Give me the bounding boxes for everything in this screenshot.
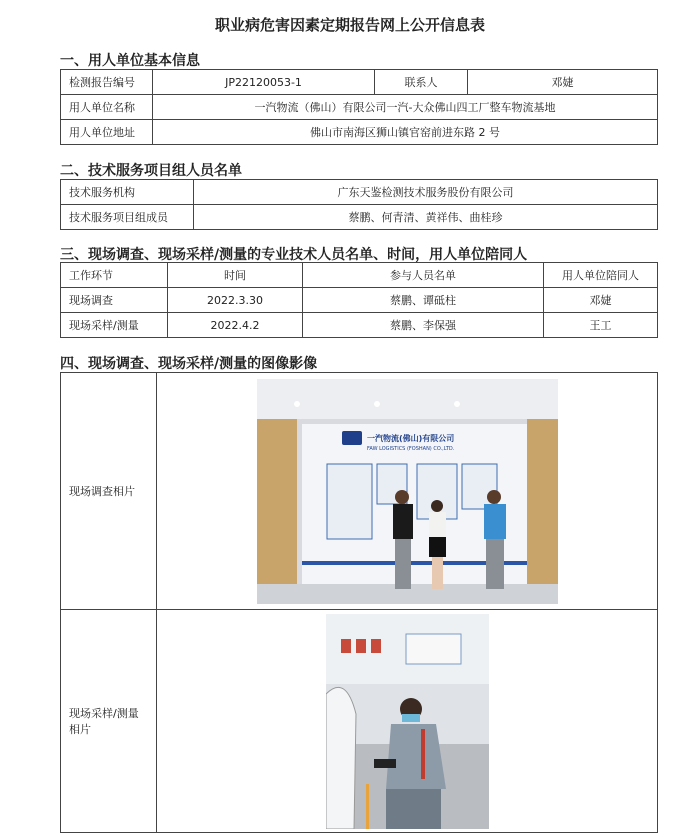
report-no-label: 检测报告编号 [61,70,153,95]
unit-name-label: 用人单位名称 [61,95,153,120]
photo2-label-line1: 现场采样/测量 [69,707,139,720]
row1-stage: 现场调查 [61,288,168,313]
basic-info-table [60,69,658,145]
section-1-heading: 一、用人单位基本信息 [60,53,200,69]
site-survey-photo [257,379,558,604]
org-value: 广东天鉴检测技术服务股份有限公司 [194,180,658,205]
field-survey-table [60,262,658,338]
photo2-label-line2: 相片 [69,723,91,736]
row1-participants: 蔡鹏、谭砥柱 [303,288,544,313]
report-no-value: JP22120053-1 [153,70,375,95]
sampling-photo [326,614,489,829]
unit-addr-label: 用人单位地址 [61,120,153,145]
photo1-label: 现场调查相片 [61,373,157,610]
photo2-label [61,610,157,833]
contact-label: 联系人 [375,70,468,95]
sign-company-text: 一汽物流(佛山)有限公司 [367,433,455,443]
contact-value: 邓婕 [468,70,658,95]
row2-stage: 现场采样/测量 [61,313,168,338]
members-label: 技术服务项目组成员 [61,205,194,230]
photo1-cell [157,373,658,610]
header-escort: 用人单位陪同人 [544,263,658,288]
row1-escort: 邓婕 [544,288,658,313]
header-stage: 工作环节 [61,263,168,288]
members-value: 蔡鹏、何青清、黄祥伟、曲桂珍 [194,205,658,230]
sign-company-en-text: FAW LOGISTICS (FOSHAN) CO.,LTD. [367,445,455,452]
row2-escort: 王工 [544,313,658,338]
section-2-heading: 二、技术服务项目组人员名单 [60,163,242,179]
tech-service-table [60,179,658,230]
table-row [61,313,658,338]
row1-time: 2022.3.30 [168,288,303,313]
section-3-heading: 三、现场调查、现场采样/测量的专业技术人员名单、时间，用人单位陪同人 [60,247,528,263]
photo2-cell [157,610,658,833]
section-4-heading: 四、现场调查、现场采样/测量的图像影像 [60,356,318,372]
unit-addr-value: 佛山市南海区狮山镇官窑前进东路 2 号 [153,120,658,145]
table-row [61,288,658,313]
page-title: 职业病危害因素定期报告网上公开信息表 [214,16,485,34]
unit-name-value: 一汽物流（佛山）有限公司一汽-大众佛山四工厂整车物流基地 [153,95,658,120]
row2-participants: 蔡鹏、李保强 [303,313,544,338]
photo-table [60,372,658,833]
org-label: 技术服务机构 [61,180,194,205]
row2-time: 2022.4.2 [168,313,303,338]
header-participants: 参与人员名单 [303,263,544,288]
header-time: 时间 [168,263,303,288]
